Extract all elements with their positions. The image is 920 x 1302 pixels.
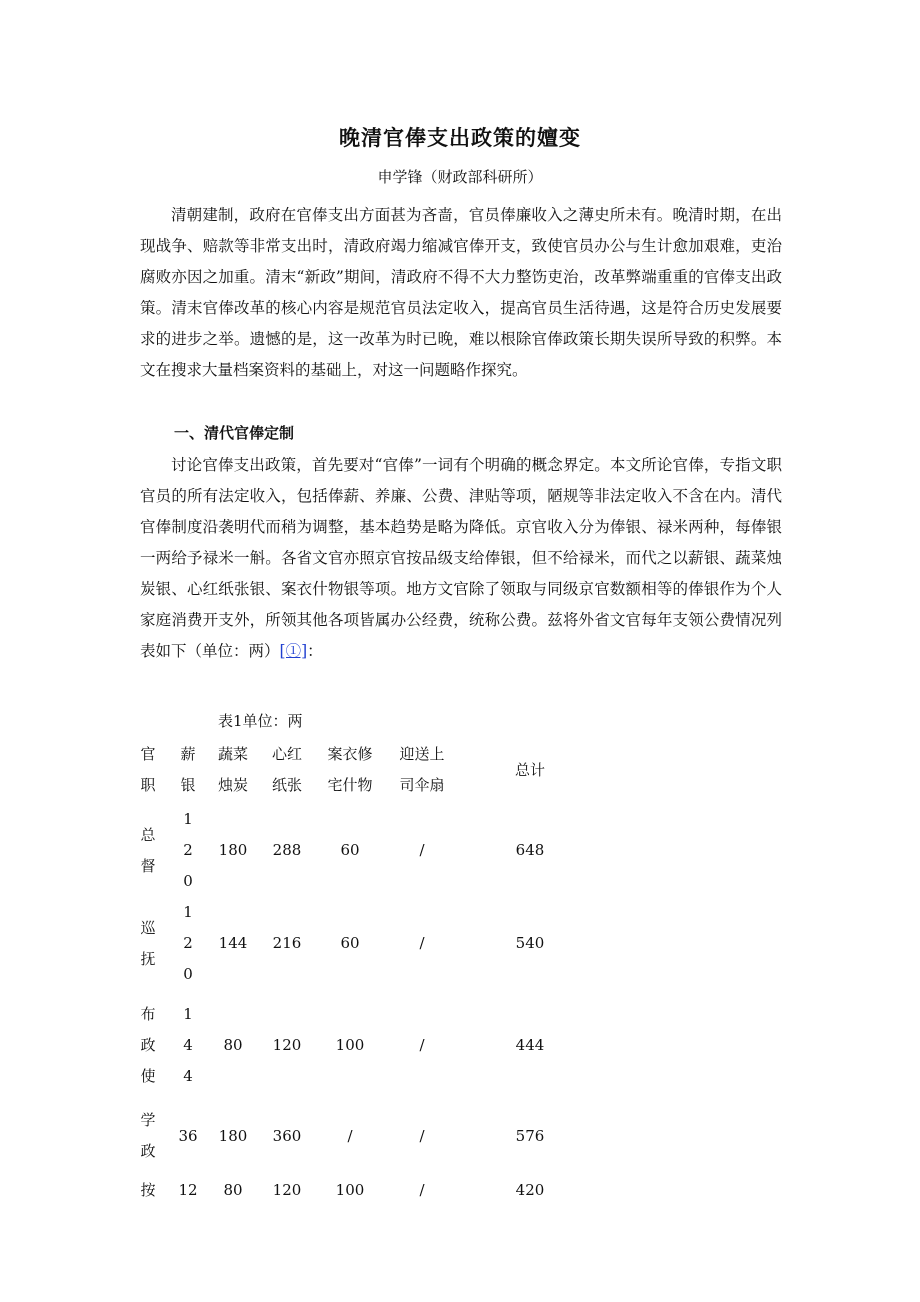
cell-post: 总督 [140, 825, 156, 875]
header-post: 官职 [140, 745, 156, 794]
cell-shucai: 80 [223, 1035, 243, 1054]
cell-xin: 144 [183, 1004, 193, 1085]
cell-xinhong: 360 [272, 1126, 302, 1145]
cell-total: 576 [515, 1126, 545, 1145]
cell-yingsong: / [419, 934, 425, 952]
cell-anyi: 60 [340, 934, 360, 952]
cell-anyi: 60 [340, 841, 360, 859]
cell-post: 布政使 [140, 1004, 156, 1085]
cell-post: 巡抚 [140, 918, 156, 968]
header-shucai: 蔬菜烛炭 [217, 745, 248, 794]
body-paragraph-text: 讨论官俸支出政策，首先要对“官俸”一词有个明确的概念界定。本文所论官俸，专指文职官员的所有法定收入，包括俸薪、养廉、公费、津贴等项，陋规等非法定收入不含在内。清代官俸制度沿袭明代而稍为调整，基本趋势是略为降低。京官收入分为俸银、禄米两种，每俸银一两给予禄米一斛。各省文官亦照京官按品级支给俸银，但不给禄米，而代之以薪银、蔬菜烛炭银、心红纸张银、案衣什物银等项。地方文官除了领取与同级京官数额相等的俸银作为个人家庭消费开支外，所领其他各项皆属办公经费，统称公费。兹将外省文官每年支领公费情况列表如下（单位：两） [140, 456, 782, 660]
cell-post: 学政 [140, 1111, 156, 1160]
header-xinhong: 心红纸张 [271, 745, 302, 794]
cell-xinhong: 120 [272, 1035, 302, 1054]
header-total: 总计 [514, 760, 545, 779]
author-line: 申学锋（财政部科研所） [377, 168, 543, 186]
header-xin: 薪银 [180, 745, 196, 794]
cell-total: 444 [515, 1035, 545, 1054]
cell-xinhong: 120 [272, 1180, 302, 1199]
cell-xin: 120 [183, 810, 193, 890]
header-anyi: 案衣修宅什物 [327, 745, 373, 794]
body-paragraph-tail: ： [307, 642, 323, 660]
table-caption: 表1单位：两 [218, 712, 303, 730]
allowance-table [130, 736, 598, 1208]
cell-yingsong: / [419, 1180, 425, 1199]
table-row [130, 1172, 598, 1208]
footnote-link[interactable]: [①] [279, 642, 308, 660]
cell-total: 420 [515, 1180, 545, 1199]
cell-shucai: 144 [218, 934, 248, 952]
cell-yingsong: / [419, 1126, 425, 1145]
cell-shucai: 180 [218, 841, 248, 859]
table-row [130, 990, 598, 1100]
cell-xin: 120 [183, 903, 193, 983]
cell-anyi: 100 [335, 1180, 365, 1199]
page-title: 晚清官俸支出政策的嬗变 [339, 125, 581, 150]
cell-total: 648 [515, 841, 545, 859]
cell-shucai: 180 [218, 1126, 248, 1145]
header-yingsong: 迎送上司伞扇 [399, 745, 445, 794]
cell-xin: 36 [178, 1126, 198, 1145]
table-row [130, 1100, 598, 1172]
cell-shucai: 80 [223, 1180, 243, 1199]
table-row [130, 897, 598, 990]
cell-yingsong: / [419, 1035, 425, 1054]
cell-xin: 12 [178, 1180, 198, 1199]
cell-post: 按 [140, 1180, 156, 1199]
body-paragraph [140, 450, 782, 667]
cell-anyi: / [347, 1126, 353, 1145]
cell-xinhong: 216 [272, 934, 302, 952]
table-row [130, 804, 598, 897]
table-header-row [130, 736, 598, 804]
section-heading: 一、清代官俸定制 [174, 424, 295, 442]
cell-xinhong: 288 [272, 841, 302, 859]
intro-paragraph: 清朝建制，政府在官俸支出方面甚为吝啬，官员俸廉收入之薄史所未有。晚清时期，在出现战争、赔款等非常支出时，清政府竭力缩减官俸开支，致使官员办公与生计愈加艰难，吏治腐败亦因之加重。清末“新政”期间，清政府不得不大力整饬吏治，改革弊端重重的官俸支出政策。清末官俸改革的核心内容是规范官员法定收入，提高官员生活待遇，这是符合历史发展要求的进步之举。遗憾的是，这一改革为时已晚，难以根除官俸政策长期失误所导致的积弊。本文在搜求大量档案资料的基础上，对这一问题略作探究。 [140, 206, 782, 379]
cell-yingsong: / [419, 841, 425, 859]
cell-total: 540 [515, 934, 545, 952]
cell-anyi: 100 [335, 1035, 365, 1054]
